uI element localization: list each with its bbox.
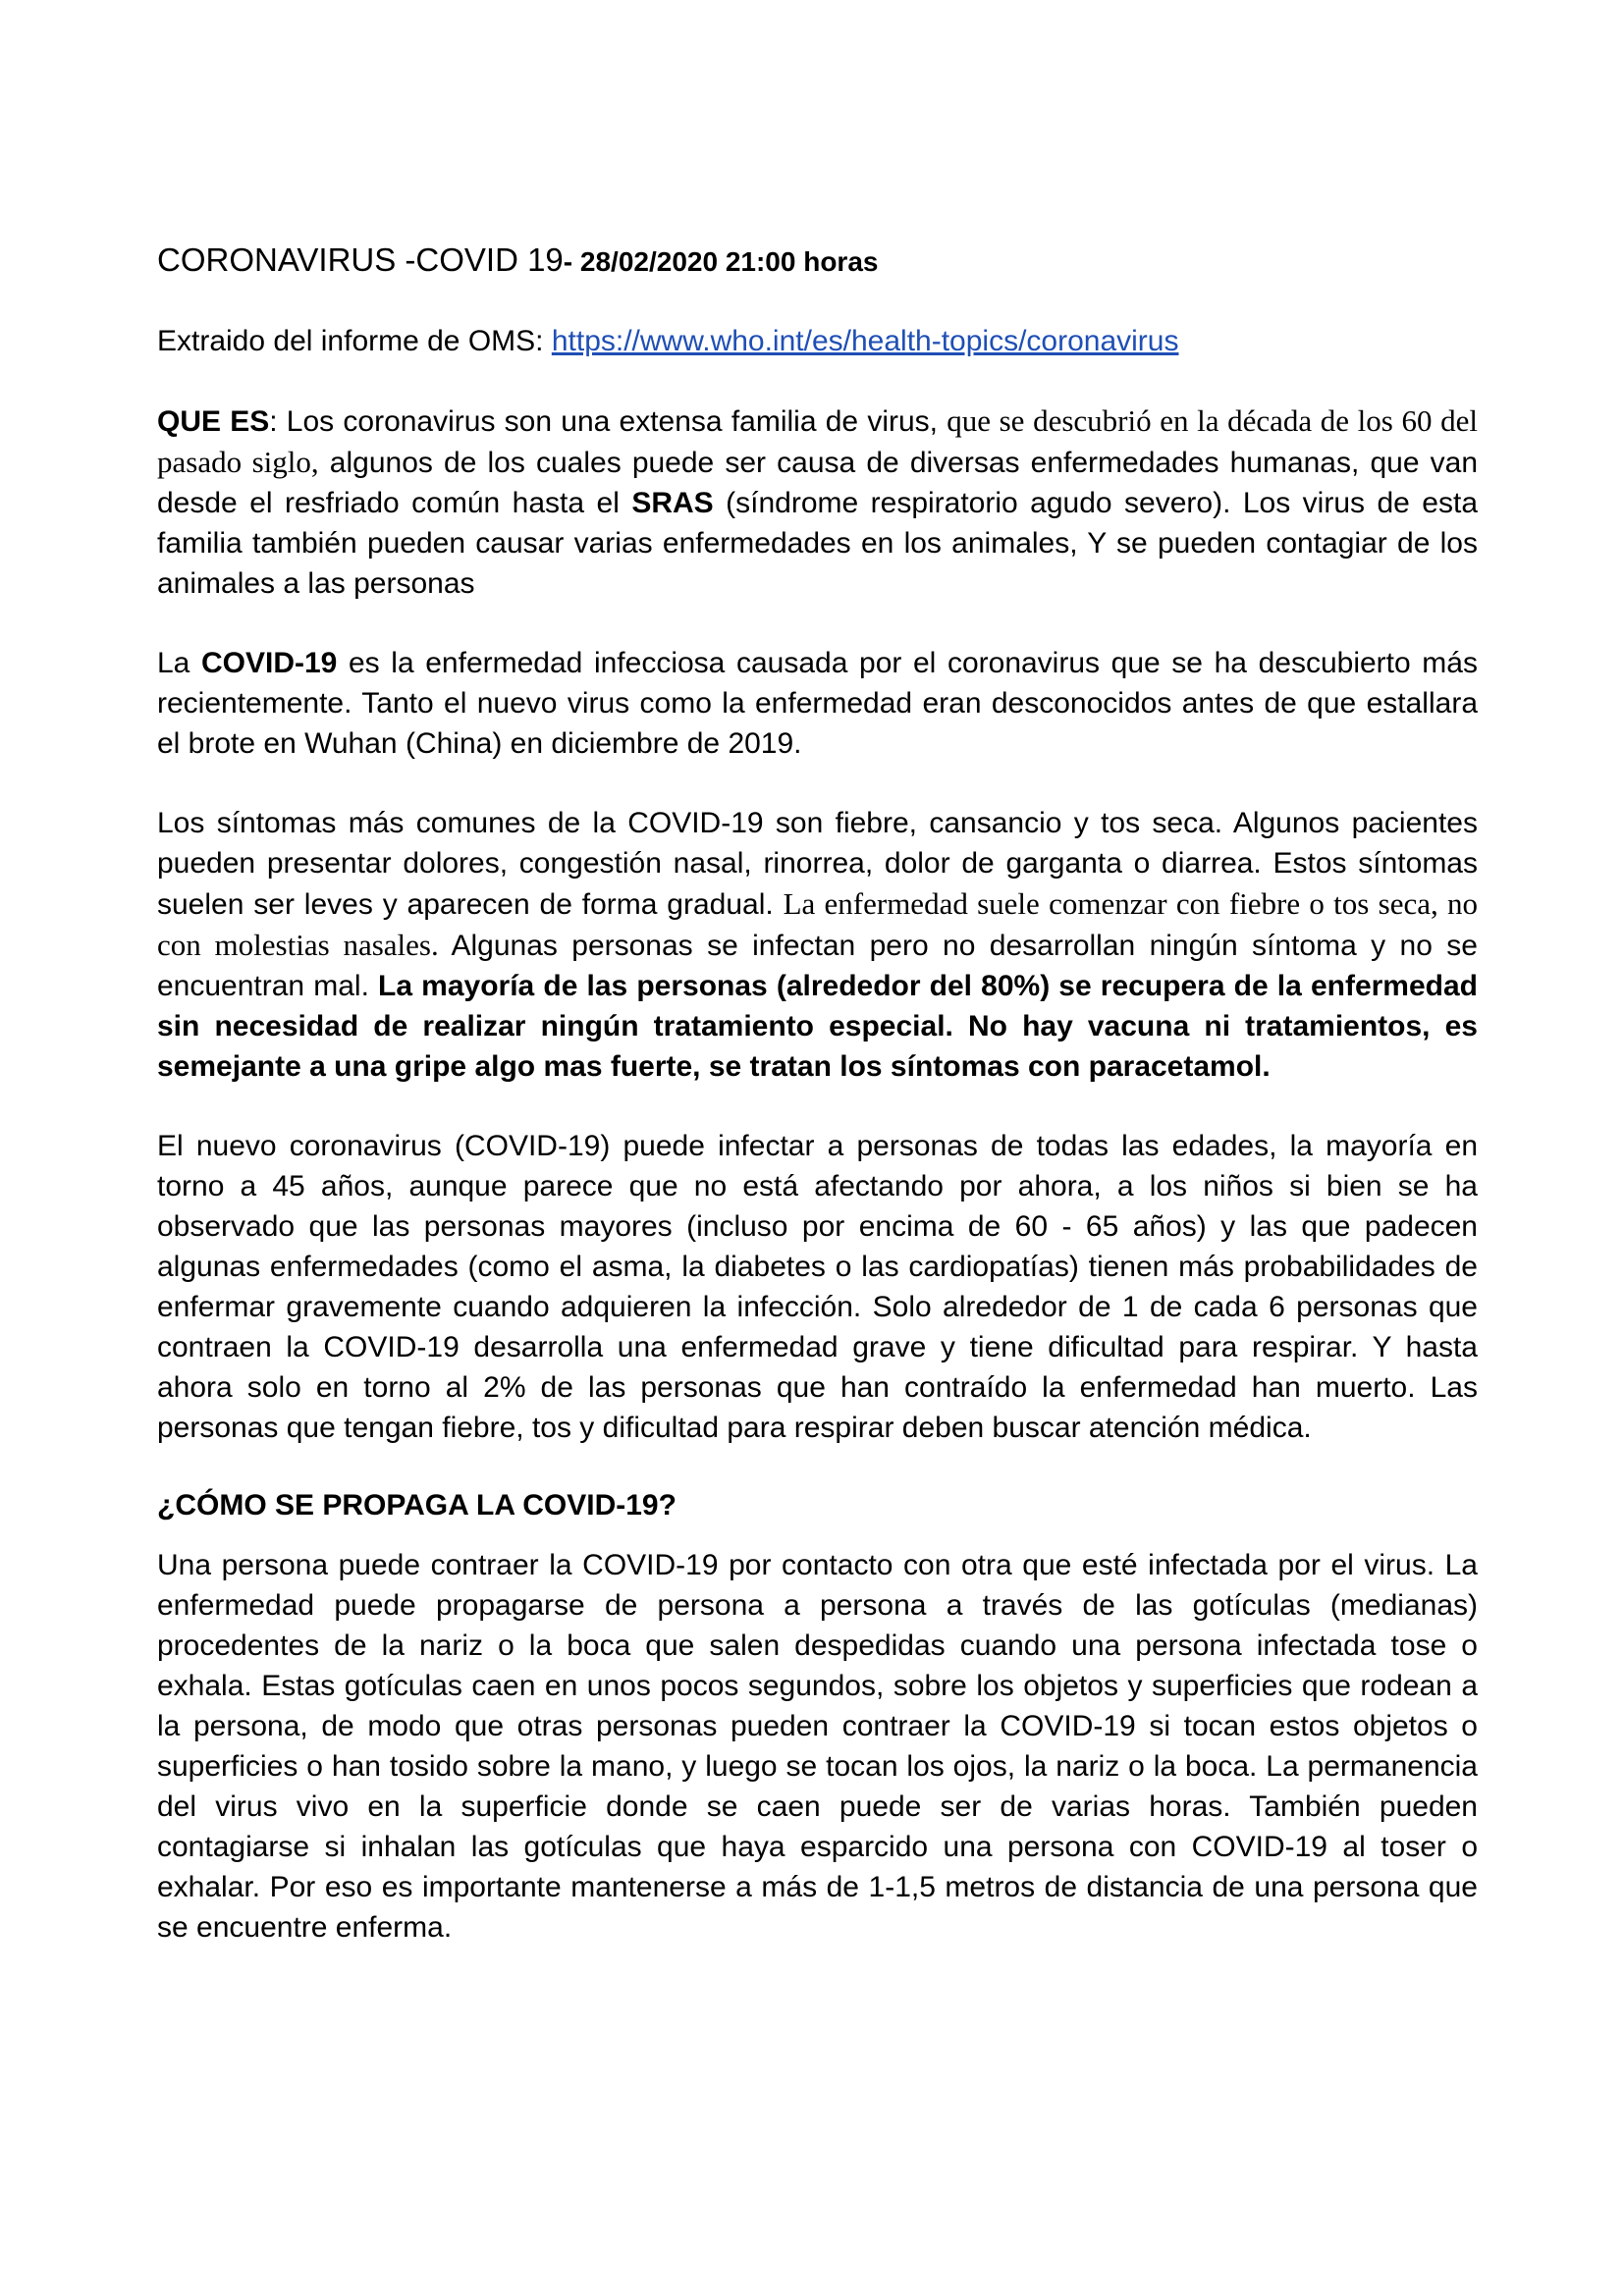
source-line: [157, 321, 1478, 361]
covid19-term: COVID-19: [200, 647, 338, 679]
title-date-separator: -: [563, 246, 580, 277]
title-text: CORONAVIRUS -COVID 19: [157, 241, 564, 278]
paragraph-que-es: [157, 400, 1478, 604]
text-run: Una persona puede contraer la COVID-19 por contacto con otra que esté infectada por el virus. La enfermedad puede propagarse de persona a persona a través de las gotículas (medianas) procedentes de la nariz o la boca que salen despedidas cuando una persona infectada tose o exhala. Estas gotículas caen en unos pocos segundos, sobre los objetos y superficies que rodean a la persona, de modo que otras personas pueden contraer la COVID-19 si tocan estos objetos o superficies o han tosido sobre la mano, y luego se tocan los ojos, la nariz o la boca. La permanencia del virus vivo en la superficie donde se caen puede ser de varias horas. También pueden contagiarse si inhalan las gotículas que haya esparcido una persona con COVID-19 al toser o exhalar. Por eso es importante mantenerse a más de 1-1,5 metros de distancia de una persona que se encuentre enferma.: [157, 1549, 1478, 1944]
que-es-label: QUE ES: [157, 405, 270, 438]
text-run-serif: La enfermedad suele comenzar con fiebre o tos seca, no con molestias nasales.: [157, 886, 1479, 962]
text-run: (síndrome respiratorio agudo severo). Los virus de esta familia también pueden causar varias enfermedades en los animales, Y se pueden contagiar de los animales a las personas: [157, 487, 1478, 600]
text-run: algunos de los cuales puede ser causa de diversas enfermedades humanas, que van desde el resfriado común hasta el: [157, 447, 1479, 519]
source-label: Extraido del informe de OMS:: [157, 325, 552, 357]
text-run: El nuevo coronavirus (COVID-19) puede infectar a personas de todas las edades, la mayoría en torno a 45 años, aunque parece que no está afectando por ahora, a los niños si bien se ha observado que las personas mayores (incluso por encima de 60 - 65 años) y las que padecen algunas enfermedades (como el asma, la diabetes o las cardiopatías) tienen más probabilidades de enfermar gravemente cuando adquieren la infección. Solo alrededor de 1 de cada 6 personas que contraen la COVID-19 desarrolla una enfermedad grave y tiene dificultad para respirar. Y hasta ahora solo en torno al 2% de las personas que han contraído la enfermedad han muerto. Las personas que tengan fiebre, tos y dificultad para respirar deben buscar atención médica.: [157, 1130, 1478, 1444]
paragraph-covid19: [157, 643, 1478, 764]
text-run-serif: que se descubrió en la década de los 60 del pasado siglo,: [157, 403, 1478, 479]
text-run: : Los coronavirus son una extensa familia de virus,: [269, 405, 947, 438]
text-run: Los síntomas más comunes de la COVID-19 son fiebre, cansancio y tos seca. Algunos pacientes pueden presentar dolores, congestión nasal, rinorrea, dolor de garganta o diarrea. Estos síntomas suelen ser leves y aparecen de forma gradual.: [157, 807, 1478, 921]
title-date: 28/02/2020 21:00 horas: [579, 246, 879, 277]
paragraph-sintomas: [157, 803, 1478, 1087]
document-page: [157, 239, 1478, 1948]
who-link[interactable]: https://www.who.int/es/health-topics/coronavirus: [551, 325, 1179, 357]
document-title: [157, 239, 1478, 284]
paragraph-edades: [157, 1126, 1478, 1448]
paragraph-propagacion: [157, 1545, 1478, 1948]
text-run: es la enfermedad infecciosa causada por el coronavirus que se ha descubierto más recientemente. Tanto el nuevo virus como la enfermedad eran desconocidos antes de que estallara el brote en Wuhan (China) en diciembre de 2019.: [157, 647, 1478, 760]
section-heading-propagacion: ¿CÓMO SE PROPAGA LA COVID-19?: [157, 1489, 677, 1522]
text-run: Algunas personas se infectan pero no desarrollan ningún síntoma y no se encuentran mal.: [157, 930, 1478, 1002]
sras-term: SRAS: [631, 487, 714, 519]
text-run: La: [157, 647, 201, 679]
text-run-bold: La mayoría de las personas (alrededor del 80%) se recupera de la enfermedad sin necesidad de realizar ningún tratamiento especial. No hay vacuna ni tratamientos, es semejante a una gripe algo mas fuerte, se tratan los síntomas con paracetamol.: [157, 970, 1478, 1083]
